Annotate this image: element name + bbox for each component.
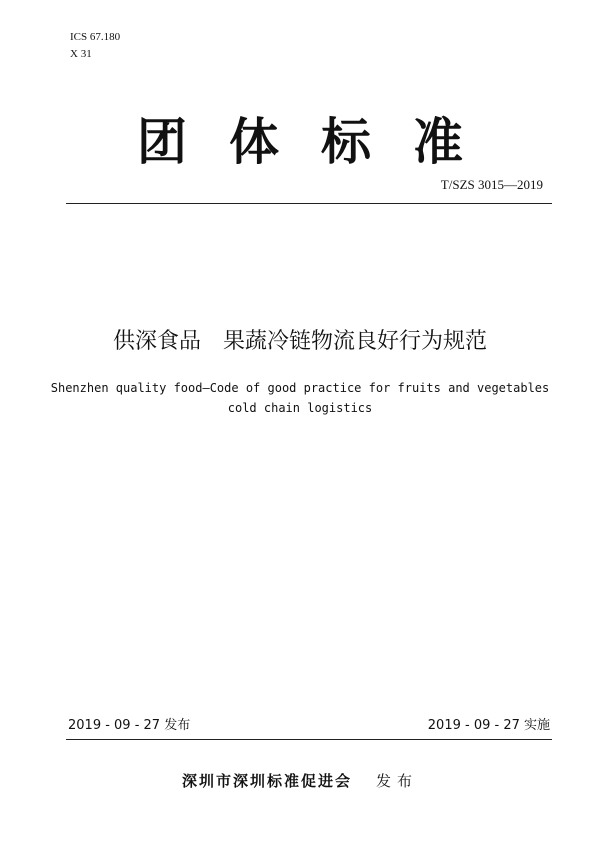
english-title-line-1: Shenzhen quality food—Code of good practice for fruits and vegetables	[50, 381, 550, 395]
english-title-line-2: cold chain logistics	[227, 401, 373, 415]
top-divider	[66, 203, 552, 204]
standard-number: T/SZS 3015—2019	[440, 177, 543, 192]
issue-date: 2019 - 09 - 27 发布	[68, 718, 191, 733]
implementation-date: 2019 - 09 - 27 实施	[427, 718, 550, 733]
bottom-divider	[66, 739, 552, 740]
publisher-organization: 深圳市深圳标准促进会	[181, 772, 352, 790]
chinese-title: 供深食品 果蔬冷链物流良好行为规范	[112, 329, 487, 354]
publisher	[0, 770, 600, 792]
ics-code: ICS 67.180	[70, 31, 121, 43]
publisher-action: 发布	[376, 772, 419, 790]
document-type-title: 团体标准	[137, 113, 505, 171]
classification-code: X 31	[70, 48, 92, 60]
